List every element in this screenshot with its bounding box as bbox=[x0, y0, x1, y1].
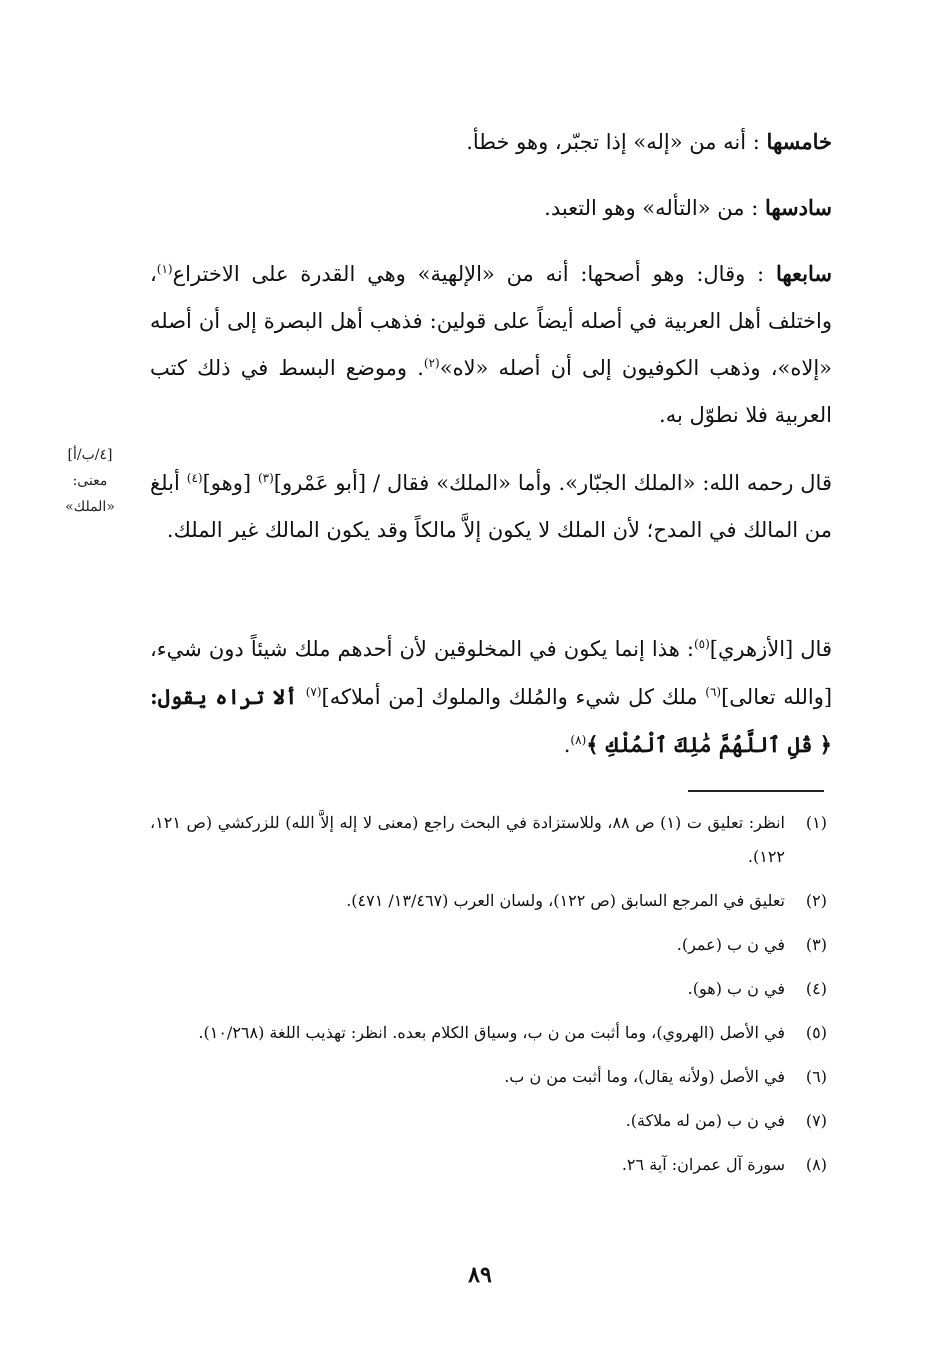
footnote-number: (٢) bbox=[805, 891, 827, 910]
footnote-ref[interactable]: (٣) bbox=[257, 471, 274, 485]
footnote-ref[interactable]: (٤) bbox=[186, 471, 203, 485]
paragraph-text: : أنه من «إله» إذا تجبّر، وهو خطأ. bbox=[466, 130, 760, 154]
paragraph-text: ألا تراه يقول: ﴿ قُلِ ٱللَّهُمَّ مَٰلِكَ ٱلْمُلْكِ ﴾ bbox=[150, 684, 832, 757]
footnote-text: في الأصل (ولأنه يقال)، وما أثبت من ن ب. bbox=[504, 1067, 785, 1086]
margin-note bbox=[40, 442, 140, 520]
footnote-ref[interactable]: (٢) bbox=[423, 356, 440, 370]
footnote-text: تعليق في المرجع السابق (ص ١٢٢)، ولسان العرب (١٣/٤٦٧/ ٤٧١). bbox=[346, 891, 785, 910]
footnote-text: انظر: تعليق ت (١) ص ٨٨، وللاستزادة في البحث راجع (معنى لا إله إلاَّ الله) للزركشي (ص ١٢١، ١٢٢). bbox=[150, 813, 785, 866]
footnote-number: (٥) bbox=[805, 1023, 827, 1042]
footnote-number: (٨) bbox=[805, 1155, 827, 1174]
footnote-number: (٤) bbox=[805, 979, 827, 998]
paragraph-seventh bbox=[150, 250, 832, 439]
footnote-item bbox=[150, 1060, 827, 1094]
footnote-item bbox=[150, 972, 827, 1006]
footnote-item bbox=[150, 928, 827, 962]
footnote-item bbox=[150, 806, 827, 874]
footnote-ref[interactable]: (١) bbox=[156, 262, 173, 276]
paragraph-lead: سابعها bbox=[775, 261, 832, 286]
paragraph-text: : هذا إنما يكون في المخلوقين لأن أحدهم ملك شيئاً دون شيء، [والله تعالى] bbox=[150, 637, 833, 709]
page-number: ٨٩ bbox=[468, 1262, 492, 1288]
footnote-ref[interactable]: (٨) bbox=[570, 733, 587, 747]
footnote-item bbox=[150, 884, 827, 918]
paragraph-text: . bbox=[563, 733, 571, 757]
footnote-ref[interactable]: (٧) bbox=[305, 685, 322, 699]
margin-note-folio: [٤/ب/أ] bbox=[67, 447, 113, 463]
paragraph-lead: سادسها bbox=[764, 195, 832, 220]
paragraph-text: : وقال: وهو أصحها: أنه من «الإلهية» وهي القدرة على الاختراع bbox=[172, 262, 765, 286]
footnote-ref[interactable]: (٦) bbox=[705, 685, 722, 699]
footnote-number: (٦) bbox=[805, 1067, 827, 1086]
footnotes-list bbox=[150, 806, 827, 1192]
footnote-separator bbox=[688, 790, 824, 792]
paragraph-text: ملك كل شيء والمُلك والملوك [من أملاكه] bbox=[321, 685, 706, 709]
footnote-item bbox=[150, 1148, 827, 1182]
footnote-text: في الأصل (الهروي)، وما أثبت من ن ب، وسياق الكلام بعده. انظر: تهذيب اللغة (١٠/٢٦٨). bbox=[198, 1023, 785, 1042]
paragraph-fifth bbox=[150, 118, 832, 166]
paragraph-text: أبلغ من المالك في المدح؛ لأن الملك لا يكون إلاَّ مالكاً وقد يكون المالك غير الملك. bbox=[150, 471, 832, 542]
footnote-item bbox=[150, 1016, 827, 1050]
paragraph-text: : من «التأله» وهو التعبد. bbox=[544, 196, 759, 220]
footnote-text: سورة آل عمران: آية ٢٦. bbox=[621, 1155, 785, 1174]
paragraph-text: . وموضع البسط في ذلك كتب العربية فلا نطوّل به. bbox=[150, 356, 832, 427]
footnote-number: (٣) bbox=[805, 935, 827, 954]
paragraph-azhari bbox=[150, 626, 832, 769]
paragraph-sixth bbox=[150, 184, 832, 232]
paragraph-al-malik bbox=[150, 460, 832, 554]
footnote-item bbox=[150, 1104, 827, 1138]
margin-note-label: معنى: bbox=[72, 473, 108, 489]
paragraph-text: قال [الأزهري] bbox=[709, 637, 832, 661]
footnote-number: (٧) bbox=[805, 1111, 827, 1130]
footnote-text: في ن ب (من له ملاكة). bbox=[625, 1111, 785, 1130]
paragraph-text: ، واختلف أهل العربية في أصله أيضاً على قولين: فذهب أهل البصرة إلى أن أصله «إلاه»، وذهب الكوفيون إلى أن أصله «لاه» bbox=[150, 262, 832, 380]
margin-note-topic: «الملك» bbox=[65, 499, 115, 515]
paragraph-lead: خامسها bbox=[766, 129, 832, 154]
footnote-number: (١) bbox=[805, 813, 827, 832]
footnote-text: في ن ب (عمر). bbox=[676, 935, 785, 954]
paragraph-text: [وهو] bbox=[202, 471, 258, 495]
footnote-ref[interactable]: (٥) bbox=[693, 637, 710, 651]
paragraph-text: قال رحمه الله: «الملك الجبّار». وأما «الملك» فقال / [أبو عَمْرو] bbox=[273, 471, 832, 495]
footnote-text: في ن ب (هو). bbox=[687, 979, 785, 998]
